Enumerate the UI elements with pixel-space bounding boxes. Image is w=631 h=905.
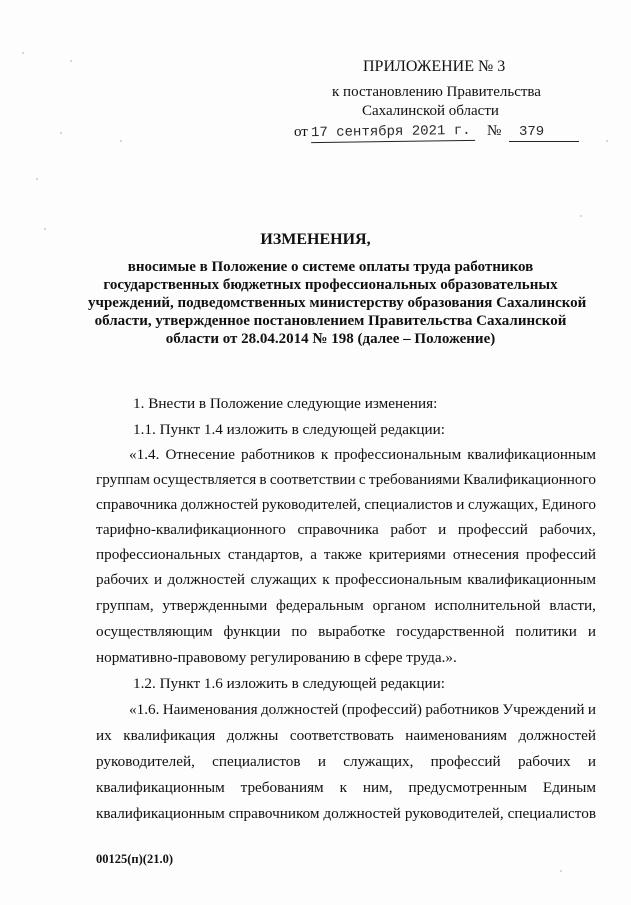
- subtitle-line: области от 28.04.2014 № 198 (далее – Положение): [165, 331, 496, 347]
- scan-speck: [120, 140, 122, 142]
- scan-speck: [44, 228, 46, 230]
- appendix-label: ПРИЛОЖЕНИЕ № 3: [363, 58, 506, 75]
- clause-1-4-line: группам осуществляется в соответствии с требованиями Квалификационного: [96, 471, 596, 488]
- clause-1-4-line: «1.4. Отнесение работников к профессиональным квалификационным: [129, 446, 596, 463]
- resolution-reference: к постановлению Правительства: [332, 84, 541, 100]
- subtitle-line: учреждений, подведомственных министерству образования Сахалинской: [88, 295, 587, 311]
- scan-speck: [36, 178, 38, 180]
- document-subtitle: [88, 258, 587, 348]
- clause-1-4-line: рабочих и должностей служащих к профессиональным квалификационным: [96, 571, 596, 588]
- scan-speck: [60, 132, 62, 134]
- subtitle-line: государственных бюджетных профессиональных образовательных: [103, 277, 558, 293]
- clause-1-4-line: профессиональных стандартов, а также критериями отнесения профессий: [96, 546, 596, 563]
- clause-1-6-line: их квалификация должны соответствовать наименованиям должностей: [96, 727, 596, 744]
- document-code: 00125(п)(21.0): [96, 852, 173, 866]
- clause-1-4-line: нормативно-правовому регулированию в сфере труда.».: [96, 649, 457, 666]
- resolution-number: 379: [509, 123, 579, 142]
- clause-1-4-line: тарифно-квалификационного справочника работ и профессий рабочих,: [96, 521, 596, 538]
- paragraph-item-1: 1. Внести в Положение следующие изменения:: [133, 395, 438, 412]
- clause-1-4-line: осуществляющим функции по выработке государственной политики и: [96, 623, 596, 640]
- scan-speck: [606, 140, 608, 142]
- paragraph-item-1-1: 1.1. Пункт 1.4 изложить в следующей редакции:: [133, 421, 446, 438]
- clause-1-6-line: руководителей, специалистов и служащих, профессий рабочих и: [96, 753, 596, 770]
- scan-speck: [70, 60, 72, 62]
- resolution-date: 17 сентября 2021 г.: [311, 122, 475, 143]
- clause-1-4-line: справочника должностей руководителей, специалистов и служащих, Единого: [96, 496, 596, 513]
- region-name: Сахалинской области: [362, 103, 499, 119]
- clause-1-6-line: квалификационным справочником должностей руководителей, специалистов: [96, 805, 596, 822]
- subtitle-line: вносимые в Положение о системе оплаты труда работников: [127, 259, 534, 275]
- clause-1-4-line: группам, утвержденными федеральным органом исполнительной власти,: [96, 597, 596, 614]
- date-prefix: от: [294, 124, 308, 140]
- document-title: ИЗМЕНЕНИЯ,: [260, 231, 371, 248]
- clause-1-6-line: «1.6. Наименования должностей (профессий) работников Учреждений и: [129, 701, 596, 718]
- clause-1-6-line: квалификационным требованиям к ним, предусмотренным Единым: [96, 779, 596, 796]
- subtitle-line: области, утвержденное постановлением Правительства Сахалинской: [94, 313, 567, 329]
- paragraph-item-1-2: 1.2. Пункт 1.6 изложить в следующей редакции:: [133, 675, 446, 692]
- scan-speck: [22, 52, 24, 54]
- number-sign: №: [487, 123, 502, 139]
- scan-speck: [560, 870, 562, 872]
- scan-speck: [580, 215, 582, 217]
